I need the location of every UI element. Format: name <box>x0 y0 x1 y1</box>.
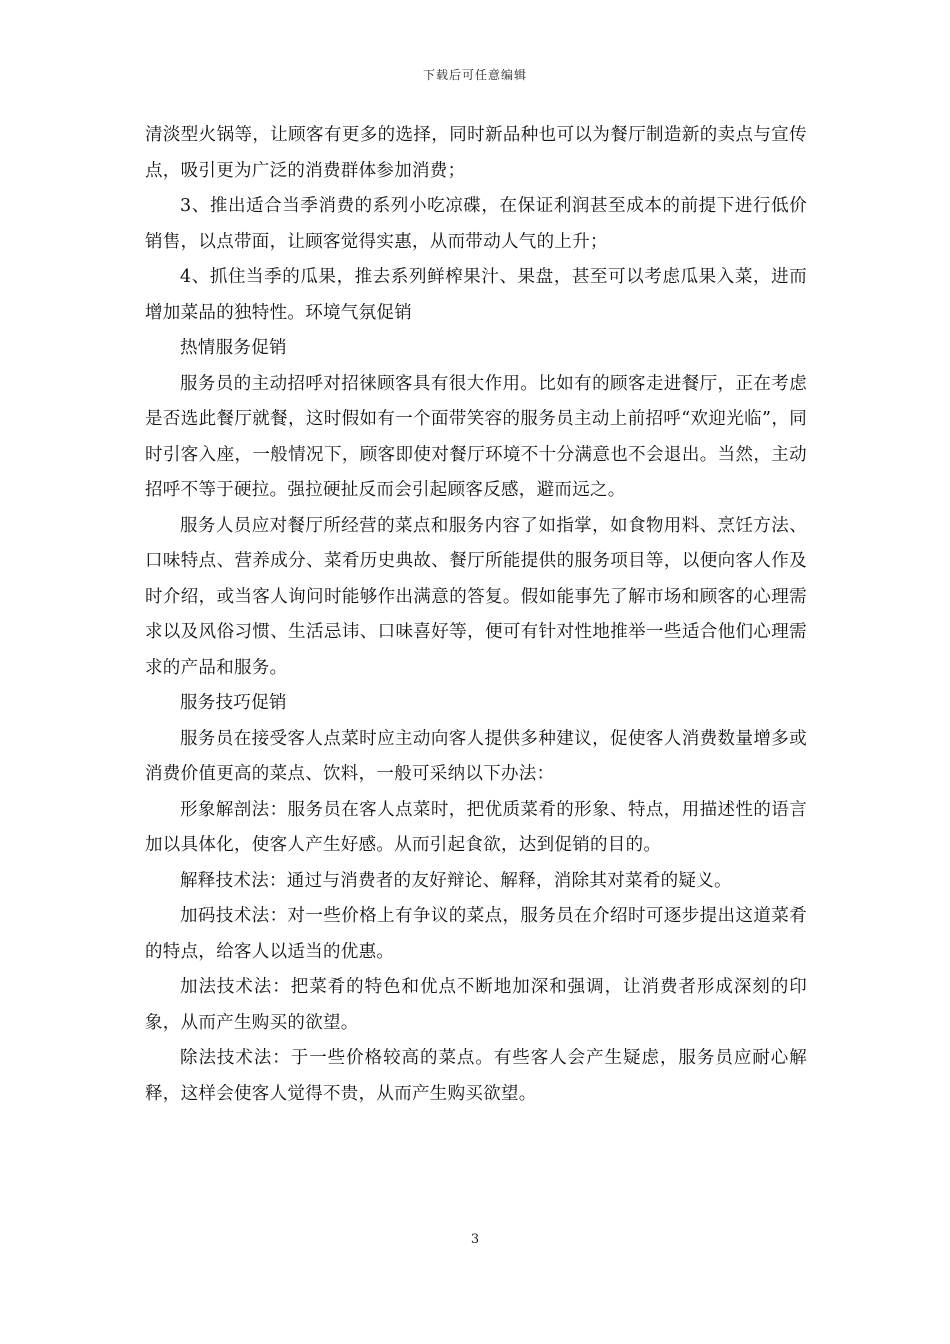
paragraph-service-knowledge: 服务人员应对餐厅所经营的菜点和服务内容了如指掌，如食物用料、烹饪方法、口味特点、营养成分、菜肴历史典故、餐厅所能提供的服务项目等，以便向客人作及时介绍，或当客人询问时能够作出满意的答复。假如能事先了解市场和顾客的心理需求以及风俗习惯、生活忌讳、口味喜好等，便可有针对性地推举一些适合他们心理需求的产品和服务。 <box>145 515 807 678</box>
paragraph-division-method: 除法技术法：于一些价格较高的菜点。有些客人会产生疑虑，服务员应耐心解释，这样会使客人觉得不贵，从而产生购买欲望。 <box>145 1048 807 1104</box>
paragraph-explanation-method: 解释技术法：通过与消费者的友好辩论、解释，消除其对菜肴的疑义。 <box>180 870 732 891</box>
paragraph-fresh-hotpot: 清淡型火锅等，让顾客有更多的选择，同时新品种也可以为餐厅制造新的卖点与宣传点，吸引更为广泛的消费群体参加消费； <box>145 125 807 181</box>
paragraph-image-analysis-method: 形象解剖法：服务员在客人点菜时，把优质菜肴的形象、特点，用描述性的语言加以具体化，使客人产生好感。从而引起食欲，达到促销的目的。 <box>145 799 807 855</box>
paragraph-seasonal-fruits: 4、抓住当季的瓜果，推去系列鲜榨果汁、果盘，甚至可以考虑瓜果入菜，进而增加菜品的独特性。环境气氛促销 <box>145 267 807 323</box>
section-heading-warm-service: 热情服务促销 <box>180 338 287 358</box>
section-heading-service-skills: 服务技巧促销 <box>180 693 287 713</box>
paragraph-ordering-suggestions: 服务员在接受客人点菜时应主动向客人提供多种建议，促使客人消费数量增多或消费价值更高的菜点、饮料，一般可采纳以下办法： <box>145 728 807 784</box>
paragraph-addition-method: 加法技术法：把菜肴的特色和优点不断地加深和强调，让消费者形成深刻的印象，从而产生购买的欲望。 <box>145 977 807 1033</box>
page-header: 下载后可任意编辑 <box>422 68 527 82</box>
page-number: 3 <box>470 1232 480 1247</box>
document-body <box>145 118 807 1112</box>
paragraph-snack-cold-dishes: 3、推出适合当季消费的系列小吃凉碟，在保证利润甚至成本的前提下进行低价销售，以点带面，让顾客觉得实惠，从而带动人气的上升； <box>145 196 807 252</box>
paragraph-active-greeting: 服务员的主动招呼对招徕顾客具有很大作用。比如有的顾客走进餐厅，正在考虑是否选此餐厅就餐，这时假如有一个面带笑容的服务员主动上前招呼“欢迎光临”，同时引客入座，一般情况下，顾客即使对餐厅环境不十分满意也不会退出。当然，主动招呼不等于硬拉。强拉硬扯反而会引起顾客反感，避而远之。 <box>145 373 807 500</box>
paragraph-bonus-method: 加码技术法：对一些价格上有争议的菜点，服务员在介绍时可逐步提出这道菜肴的特点，给客人以适当的优惠。 <box>145 906 807 962</box>
